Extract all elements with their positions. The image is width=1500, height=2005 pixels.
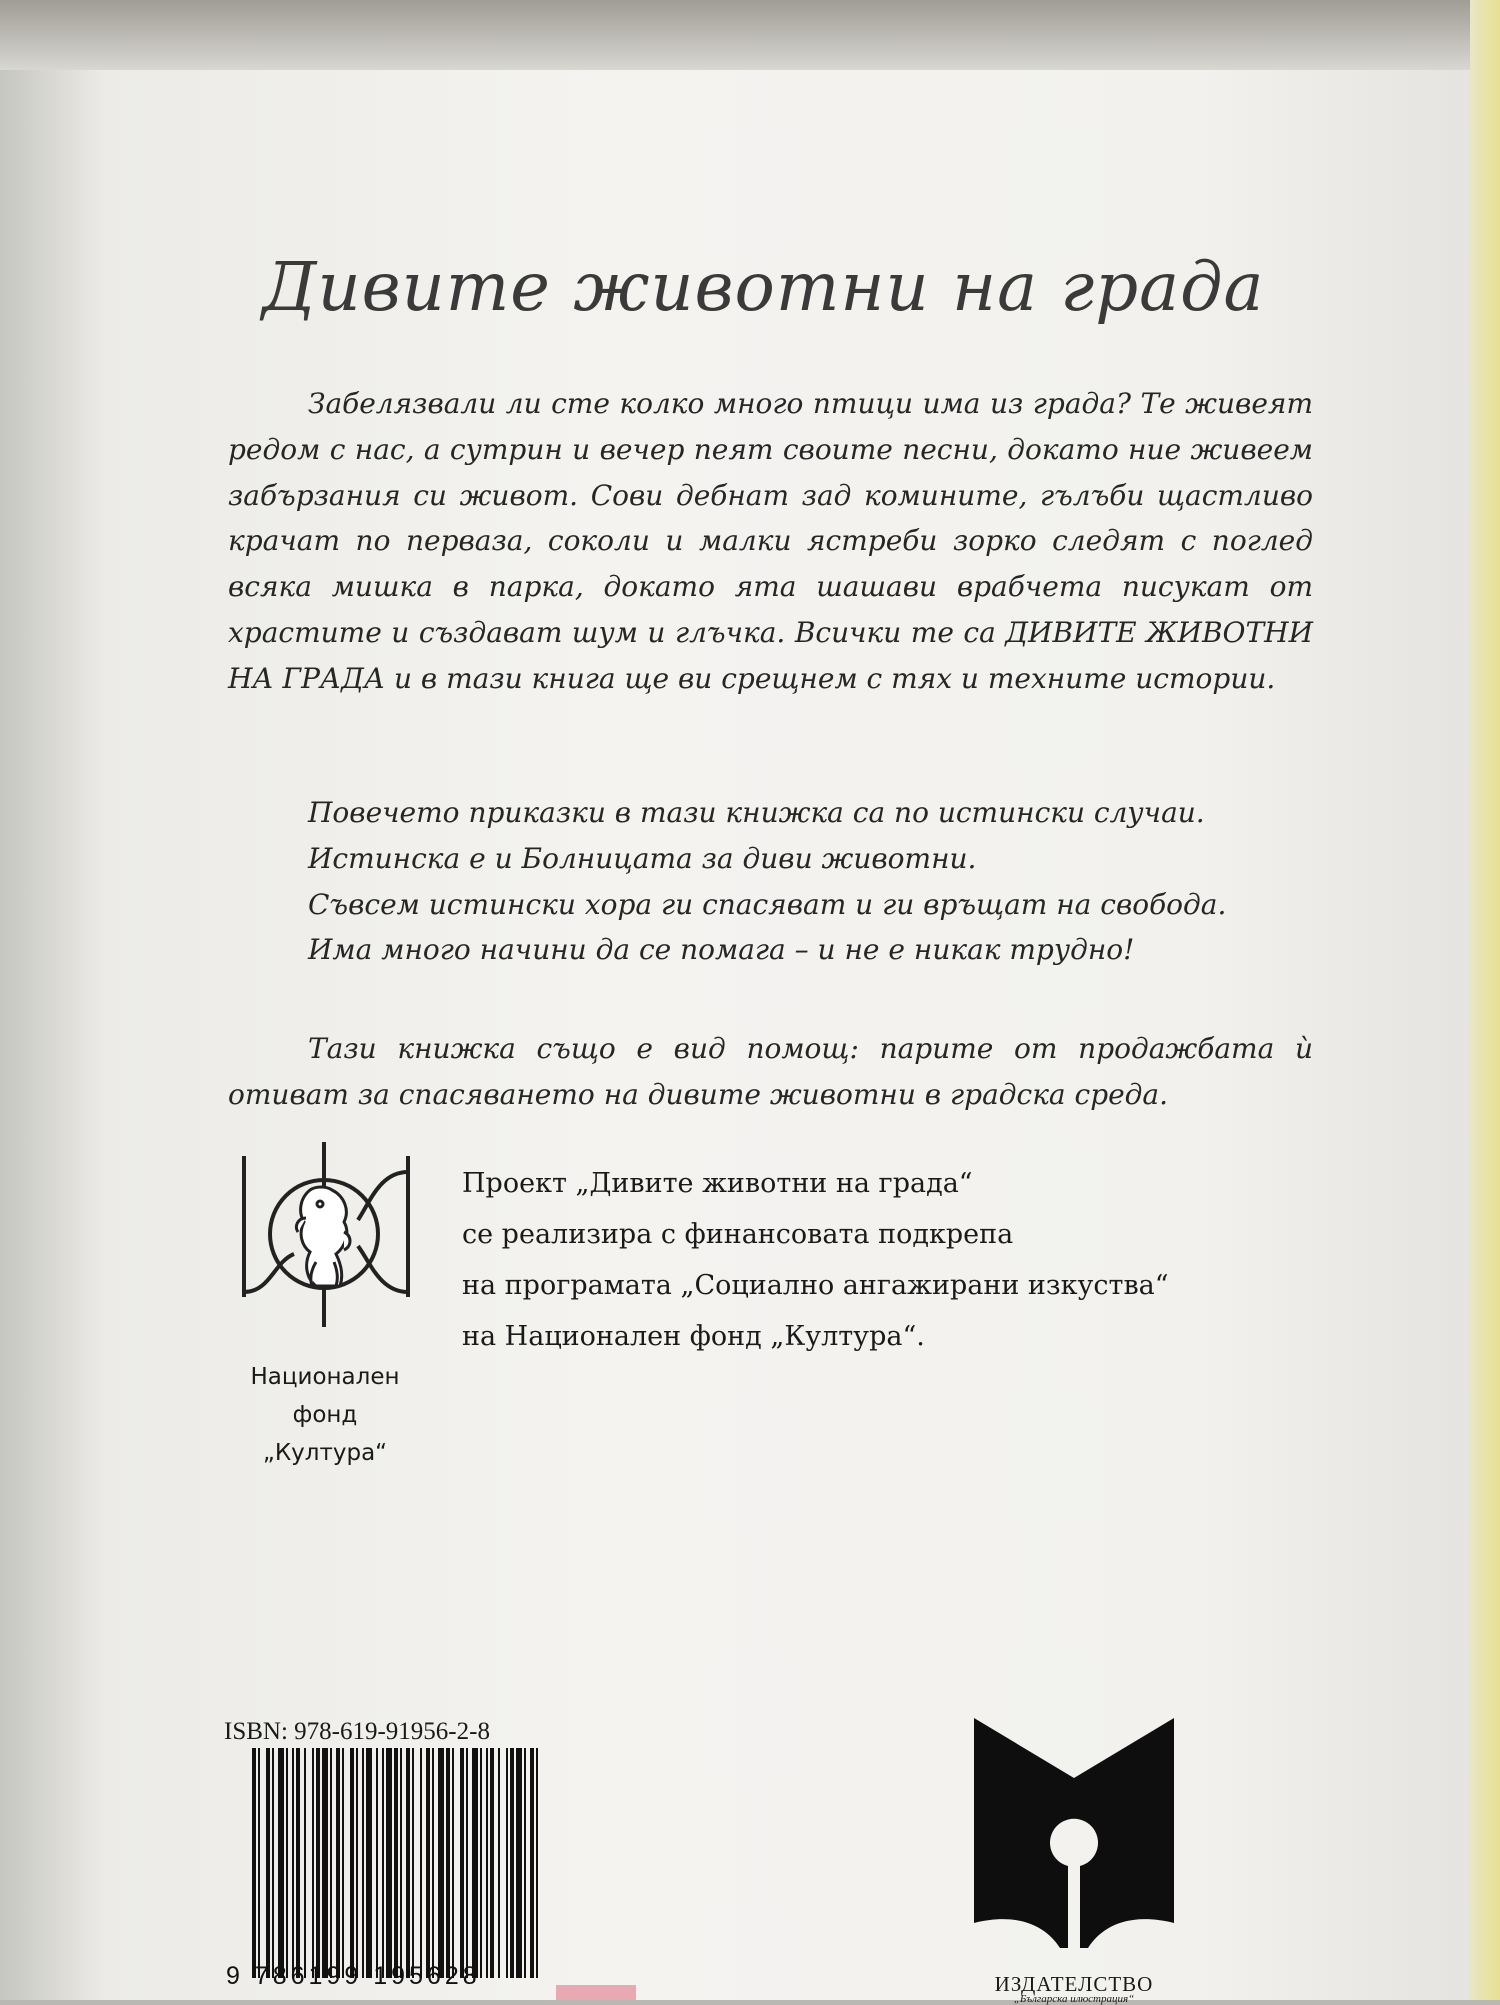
- barcode-bar: [394, 1748, 398, 1978]
- barcode-bar: [480, 1748, 482, 1978]
- intro-paragraph: [228, 381, 1313, 702]
- true-stories-line: Истинска е и Болницата за диви животни.: [308, 841, 977, 875]
- barcode-bar: [266, 1748, 270, 1978]
- isbn-label: ISBN: 978-619-91956-2-8: [224, 1718, 490, 1745]
- barcode-bar: [452, 1748, 454, 1978]
- fund-logo-caption: [225, 1358, 425, 1472]
- barcode-bar: [426, 1748, 430, 1978]
- price-sticker: [556, 1985, 636, 2000]
- barcode-bar: [460, 1748, 464, 1978]
- barcode-bar: [272, 1748, 274, 1978]
- barcode-bar: [362, 1748, 364, 1978]
- publisher-name: ИЗДАТЕЛСТВО: [994, 1972, 1154, 1996]
- true-stories-line: Повечето приказки в тази книжка са по истински случаи.: [308, 796, 1205, 829]
- barcode-bar: [252, 1748, 256, 1978]
- barcode-bar: [406, 1748, 410, 1978]
- barcode-bar: [446, 1748, 450, 1978]
- barcode-bar: [292, 1748, 294, 1978]
- fund-caption-line: фонд: [292, 1402, 358, 1428]
- barcode-bar: [472, 1748, 478, 1978]
- barcode-bar: [278, 1748, 284, 1978]
- barcode-bar: [516, 1748, 522, 1978]
- barcode-bar: [296, 1748, 300, 1978]
- fund-caption-line: Национален: [250, 1364, 400, 1390]
- barcode-bar: [316, 1748, 320, 1978]
- barcode-bar: [524, 1748, 526, 1978]
- barcode-bar: [286, 1748, 288, 1978]
- barcode-bar: [536, 1748, 538, 1978]
- barcode: [252, 1748, 540, 1978]
- barcode-bar: [350, 1748, 354, 1978]
- barcode-bar: [342, 1748, 344, 1978]
- barcode-bar: [258, 1748, 260, 1978]
- book-title: Дивите животни на града: [262, 248, 1265, 326]
- barcode-bar: [304, 1748, 306, 1978]
- barcode-bar: [466, 1748, 468, 1978]
- project-line: се реализира с финансовата подкрепа: [462, 1219, 1014, 1250]
- publisher-subtitle: „Българска илюстрация“: [1013, 1993, 1135, 2005]
- barcode-bar: [506, 1748, 508, 1978]
- barcode-bar: [510, 1748, 514, 1978]
- barcode-bar: [420, 1748, 422, 1978]
- barcode-bar: [490, 1748, 494, 1978]
- barcode-bar: [386, 1748, 392, 1978]
- barcode-bar: [530, 1748, 534, 1978]
- project-funding-note: [462, 1158, 1362, 1362]
- project-line: на Национален фонд „Култура“.: [462, 1321, 925, 1352]
- barcode-bar: [336, 1748, 340, 1978]
- nfk-lion-logo-icon: [240, 1142, 412, 1327]
- barcode-bar: [312, 1748, 314, 1978]
- barcode-bar: [486, 1748, 488, 1978]
- barcode-bar: [498, 1748, 500, 1978]
- barcode-bar: [400, 1748, 402, 1978]
- barcode-bar: [382, 1748, 384, 1978]
- barcode-number: 9 786199 195628: [226, 1962, 481, 1990]
- project-line: на програмата „Социално ангажирани изкуства“: [462, 1270, 1169, 1301]
- background-right-edge: [1470, 0, 1500, 2000]
- true-stories-line: Съвсем истински хора ги спасяват и ги връщат на свобода.: [308, 887, 1227, 921]
- project-line: Проект „Дивите животни на града“: [462, 1168, 973, 1199]
- barcode-bar: [412, 1748, 414, 1978]
- true-stories-line: Има много начини да се помага – и не е никак трудно!: [308, 933, 1135, 967]
- true-stories-paragraph: [308, 790, 1358, 973]
- publisher-book-logo-icon: [964, 1708, 1184, 1978]
- intro-paragraph-text: Забелязвали ли сте колко много птици има из града? Те живеят редом с нас, а сутрин и вечер пеят своите песни, докато ние живеем забързания си живот. Сови дебнат зад комините, гълъби щастливо крачат по перваза, соколи и малки ястреби зорко следят с поглед всяка мишка в парка, докато ята шашави врабчета писукат от храстите и създават шум и глъчка. Всички те са ДИВИТЕ ЖИВОТНИ НА ГРАДА и в тази книга ще ви срещнем с тях и техните истории.: [228, 387, 1313, 695]
- barcode-bar: [356, 1748, 358, 1978]
- help-paragraph-text: Тази книжка също е вид помощ: парите от продажбата ѝ отиват за спасяването на дивите животни в градска среда.: [228, 1032, 1313, 1111]
- background-top-edge: [0, 0, 1500, 70]
- fund-caption-line: „Култура“: [262, 1440, 388, 1466]
- help-paragraph: [228, 1026, 1313, 1118]
- barcode-bar: [322, 1748, 328, 1978]
- barcode-bar: [432, 1748, 434, 1978]
- barcode-bar: [366, 1748, 372, 1978]
- barcode-bar: [438, 1748, 444, 1978]
- barcode-bar: [330, 1748, 332, 1978]
- barcode-bar: [376, 1748, 378, 1978]
